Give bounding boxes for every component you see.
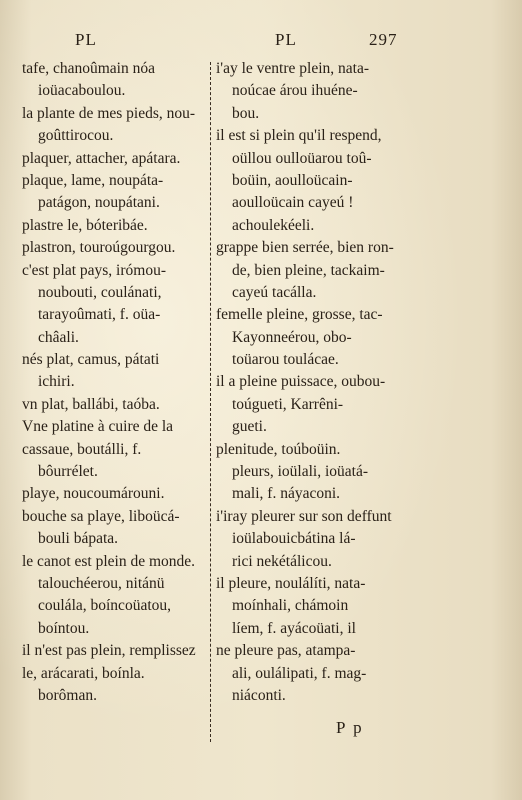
text-line: c'est plat pays, irómou- [22, 261, 166, 279]
text-line: bou. [232, 104, 260, 122]
text-line: vn plat, ballábi, taóba. [22, 395, 160, 413]
text-line: plenitude, toúboüin. [216, 440, 341, 458]
running-head-left: PL [75, 30, 97, 49]
text-line: gueti. [232, 418, 267, 436]
text-line: aoulloücain cayeú ! [232, 194, 354, 212]
text-line: plastron, touroúgourgou. [22, 239, 176, 257]
text-line: bouli bápata. [38, 530, 119, 548]
text-line: femelle pleine, grosse, tac- [216, 306, 383, 324]
text-line: Kayonneérou, obo- [232, 328, 352, 346]
text-line: il n'est pas plein, remplissez [22, 642, 196, 660]
left-column [22, 58, 210, 707]
text-line: moínhali, chámoin [232, 597, 349, 615]
text-line: tafe, chanoûmain nóa [22, 60, 155, 77]
text-line: plastre le, bóteribáe. [22, 216, 148, 234]
text-line: toüarou toulácae. [232, 351, 339, 369]
text-line: ali, oulálipati, f. mag- [232, 664, 367, 682]
page-number: 297 [369, 30, 398, 49]
text-line: niáconti. [232, 686, 286, 704]
text-line: le, arácarati, boínla. [22, 664, 145, 682]
text-line: ioülabouicbátina lá- [232, 530, 356, 548]
text-line: toúgueti, Karrêni- [232, 395, 344, 413]
text-line: boüin, aoulloücain- [232, 171, 353, 189]
text-line: coulála, boíncoüatou, [38, 597, 171, 615]
text-line: bôurrélet. [38, 463, 98, 481]
text-line: oüllou oulloüarou toû- [232, 149, 372, 167]
text-line: rici nekétálicou. [232, 552, 332, 570]
text-line: il a pleine puissace, oubou- [216, 373, 386, 391]
text-line: Vne platine à cuire de la [22, 418, 174, 436]
text-line: playe, noucoumárouni. [22, 485, 165, 503]
text-line: plaquer, attacher, apátara. [22, 149, 181, 167]
text-line: ichiri. [38, 373, 75, 391]
text-line: châali. [38, 328, 79, 346]
running-head-right: PL [275, 30, 297, 49]
text-line: il pleure, noulálíti, nata- [216, 574, 366, 592]
text-line: cassaue, boutálli, f. [22, 440, 142, 458]
text-line: boíntou. [38, 619, 90, 637]
text-line: tarayoûmati, f. oüa- [38, 306, 161, 324]
text-line: pleurs, ioülali, ioüatá- [232, 463, 369, 481]
text-line: ne pleure pas, atampa- [216, 642, 356, 660]
text-line: achoulekéeli. [232, 216, 315, 234]
text-line: noúcae árou ihuéne- [232, 82, 358, 100]
text-line: grappe bien serrée, bien ron- [216, 239, 394, 257]
text-line: líem, f. ayácoüati, il [232, 619, 356, 637]
text-line: goûttirocou. [38, 127, 114, 145]
text-line: plaque, lame, noupáta- [22, 171, 164, 189]
text-line: i'iray pleurer sur son deffunt [216, 507, 392, 525]
text-line: le canot est plein de monde. [22, 552, 196, 570]
signature-mark: P p [336, 718, 364, 737]
text-line: nés plat, camus, pátati [22, 351, 160, 369]
text-line: patágon, noupátani. [38, 194, 160, 212]
text-line: noubouti, coulánati, [38, 283, 162, 301]
text-line: de, bien pleine, tackaim- [232, 261, 385, 279]
text-line: i'ay le ventre plein, nata- [216, 60, 369, 77]
text-line: bouche sa playe, liboücá- [22, 507, 180, 525]
text-line: talouchéerou, nitánü [38, 574, 165, 592]
text-line: la plante de mes pieds, nou- [22, 104, 196, 122]
text-line: mali, f. náyaconi. [232, 485, 341, 503]
text-line: il est si plein qu'il respend, [216, 127, 382, 145]
column-divider [210, 62, 211, 742]
text-line: ioüacaboulou. [38, 82, 126, 100]
text-line: cayeú tacálla. [232, 283, 317, 301]
right-column [216, 58, 426, 707]
text-line: borôman. [38, 686, 97, 704]
